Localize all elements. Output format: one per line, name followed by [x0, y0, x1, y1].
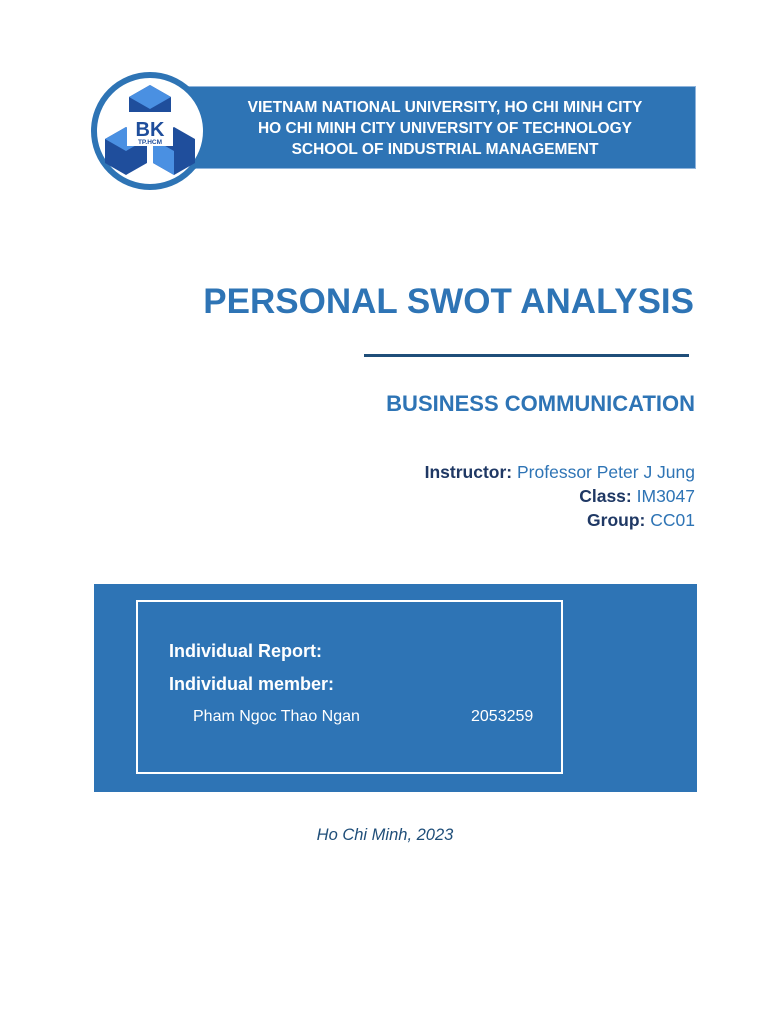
class-row [425, 484, 695, 508]
instructor-row [425, 460, 695, 484]
document-title: PERSONAL SWOT ANALYSIS [203, 282, 694, 321]
group-value: CC01 [650, 510, 695, 530]
group-row [425, 508, 695, 532]
institution-header [205, 97, 685, 160]
individual-member-heading: Individual member: [169, 674, 335, 694]
header-line-university: VIETNAM NATIONAL UNIVERSITY, HO CHI MINH CITY [247, 99, 643, 116]
title-divider [364, 354, 689, 357]
individual-report-heading: Individual Report: [169, 641, 322, 661]
member-id: 2053259 [471, 708, 534, 725]
course-info [425, 460, 695, 532]
member-name: Pham Ngoc Thao Ngan [193, 708, 360, 725]
group-label: Group: [587, 510, 646, 530]
header-line-school: SCHOOL OF INDUSTRIAL MANAGEMENT [291, 141, 599, 158]
class-label: Class: [579, 486, 632, 506]
document-subtitle: BUSINESS COMMUNICATION [386, 391, 695, 416]
header-line-faculty: HO CHI MINH CITY UNIVERSITY OF TECHNOLOGY [257, 120, 633, 137]
place-date: Ho Chi Minh, 2023 [316, 826, 454, 844]
instructor-label: Instructor: [424, 462, 513, 482]
logo-text-main: BK [135, 119, 165, 141]
logo-text-sub: TP.HCM [137, 139, 163, 146]
instructor-value: Professor Peter J Jung [517, 462, 695, 482]
class-value: IM3047 [636, 486, 695, 506]
bk-university-logo-icon [91, 72, 209, 190]
